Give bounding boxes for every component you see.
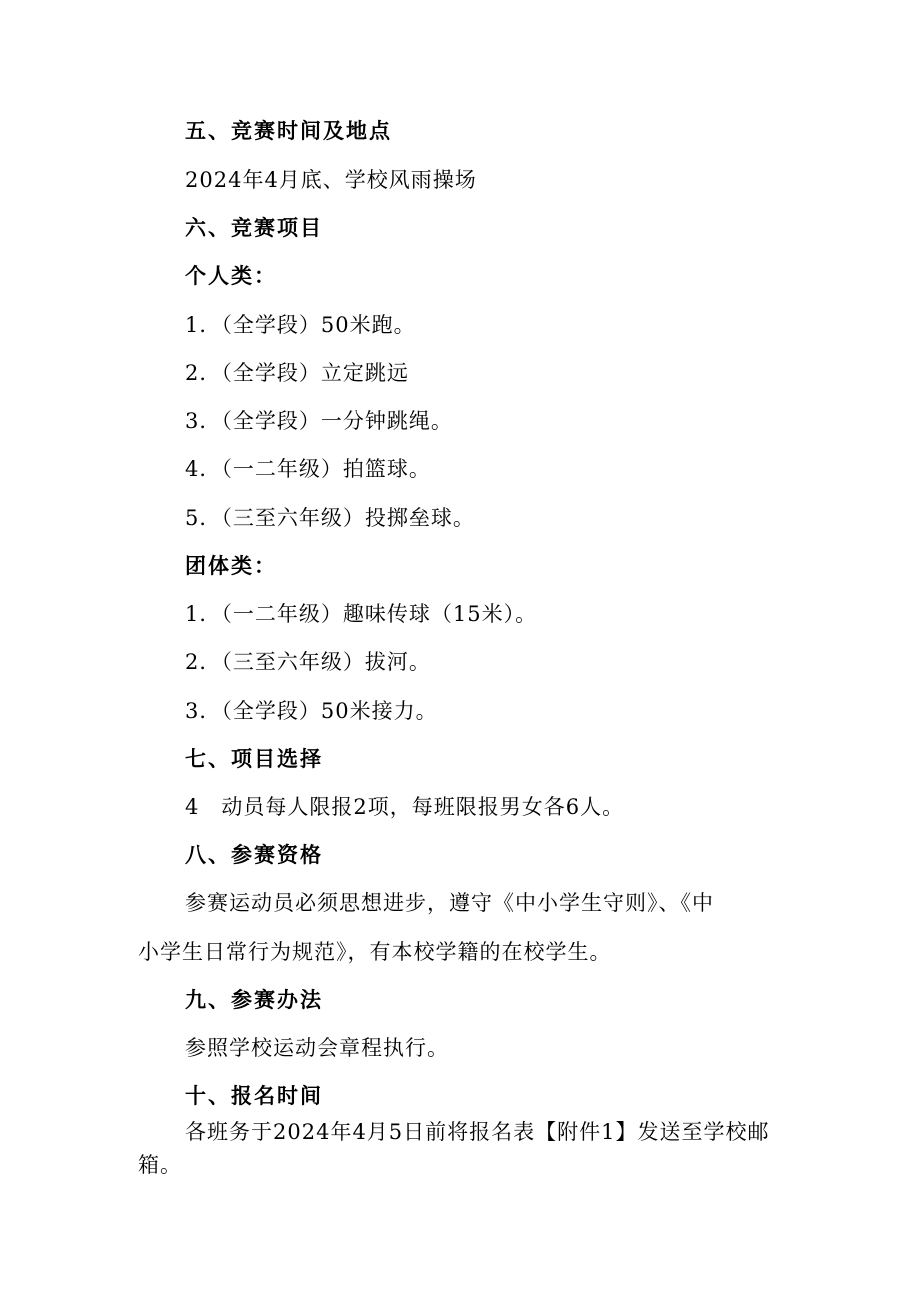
individual-category-label: 个人类： (185, 264, 277, 288)
team-item-2: 2．（三至六年级）拔河。 (185, 650, 431, 674)
individual-item-5: 5．（三至六年级）投掷垒球。 (185, 506, 475, 530)
individual-item-1: 1．（全学段）50米跑。 (185, 313, 416, 337)
section-7-text: 4 动员每人限报2项，每班限报男女各6人。 (185, 795, 625, 819)
individual-item-2: 2．（全学段）立定跳远 (185, 361, 409, 385)
section-5-heading: 五、竞赛时间及地点 (185, 119, 392, 143)
section-8-heading: 八、参赛资格 (185, 843, 323, 867)
individual-item-4: 4．（一二年级）拍篮球。 (185, 457, 431, 481)
team-item-1: 1．（一二年级）趣味传球（15米）。 (185, 602, 538, 626)
section-6-heading: 六、竞赛项目 (185, 216, 323, 240)
team-item-3: 3．（全学段）50米接力。 (185, 699, 438, 723)
section-9-heading: 九、参赛办法 (185, 988, 323, 1012)
section-5-text: 2024年4月底、学校风雨操场 (185, 168, 477, 192)
individual-item-3: 3．（全学段）一分钟跳绳。 (185, 409, 453, 433)
team-category-label: 团体类： (185, 554, 277, 578)
section-10-heading: 十、报名时间 (185, 1084, 323, 1108)
section-10-text-line-1: 各班务于2024年4月5日前将报名表【附件1】发送至学校邮 (185, 1120, 770, 1144)
section-8-text-line-1: 参赛运动员必须思想进步，遵守《中小学生守则》、《中 (185, 891, 714, 915)
section-8-text-line-2: 小学生日常行为规范》，有本校学籍的在校学生。 (138, 940, 612, 964)
section-7-heading: 七、项目选择 (185, 747, 323, 771)
section-9-text: 参照学校运动会章程执行。 (185, 1036, 449, 1060)
section-10-text-line-2: 箱。 (138, 1153, 182, 1177)
